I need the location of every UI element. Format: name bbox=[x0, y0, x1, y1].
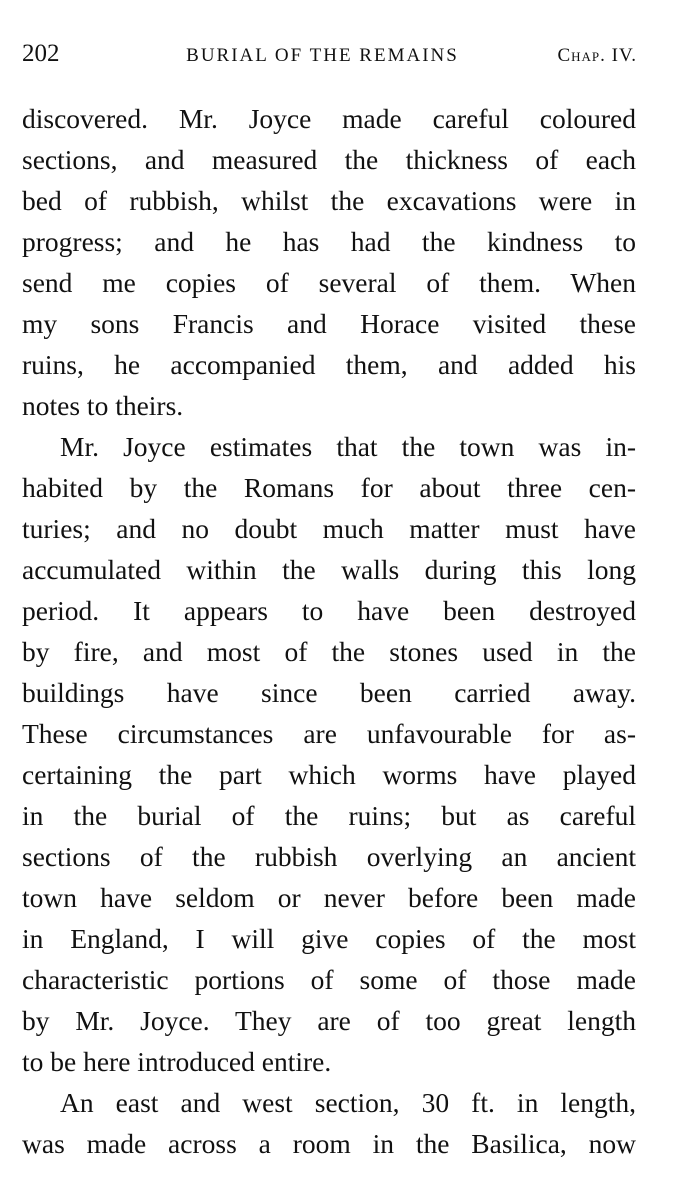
text-line: by fire, and most of the stones used in the bbox=[22, 636, 636, 667]
text-line: town have seldom or never before been made bbox=[22, 882, 636, 913]
text-line: turies; and no doubt much matter must have bbox=[22, 513, 636, 544]
chapter-label: Chap. IV. bbox=[557, 45, 637, 66]
text-line: buildings have since been carried away. bbox=[22, 677, 636, 708]
text-line: ruins, he accompanied them, and added his bbox=[22, 349, 636, 380]
page-number: 202 bbox=[22, 40, 60, 67]
body-text bbox=[22, 98, 636, 1164]
text-line: discovered. Mr. Joyce made careful coloured bbox=[22, 103, 636, 134]
text-line: in England, I will give copies of the most bbox=[22, 923, 636, 954]
text-line: notes to theirs. bbox=[22, 390, 184, 421]
text-line: to be here introduced entire. bbox=[22, 1046, 332, 1077]
text-line: period. It appears to have been destroyed bbox=[22, 595, 636, 626]
text-line: accumulated within the walls during this long bbox=[22, 554, 636, 585]
running-header bbox=[22, 40, 637, 74]
text-line: my sons Francis and Horace visited these bbox=[22, 308, 636, 339]
running-title: BURIAL OF THE REMAINS bbox=[186, 45, 459, 66]
text-line: in the burial of the ruins; but as careful bbox=[22, 800, 636, 831]
text-line: progress; and he has had the kindness to bbox=[22, 226, 636, 257]
text-line: habited by the Romans for about three cen- bbox=[22, 472, 636, 503]
text-line: These circumstances are unfavourable for as- bbox=[22, 718, 636, 749]
text-line: An east and west section, 30 ft. in length, bbox=[60, 1087, 636, 1118]
text-line: by Mr. Joyce. They are of too great length bbox=[22, 1005, 636, 1036]
text-line: sections, and measured the thickness of each bbox=[22, 144, 636, 175]
text-line: was made across a room in the Basilica, now bbox=[22, 1128, 636, 1159]
text-line: bed of rubbish, whilst the excavations were in bbox=[22, 185, 636, 216]
text-line: characteristic portions of some of those made bbox=[22, 964, 636, 995]
text-line: Mr. Joyce estimates that the town was in- bbox=[60, 431, 636, 462]
text-line: sections of the rubbish overlying an ancient bbox=[22, 841, 636, 872]
text-line: send me copies of several of them. When bbox=[22, 267, 636, 298]
text-line: certaining the part which worms have played bbox=[22, 759, 636, 790]
